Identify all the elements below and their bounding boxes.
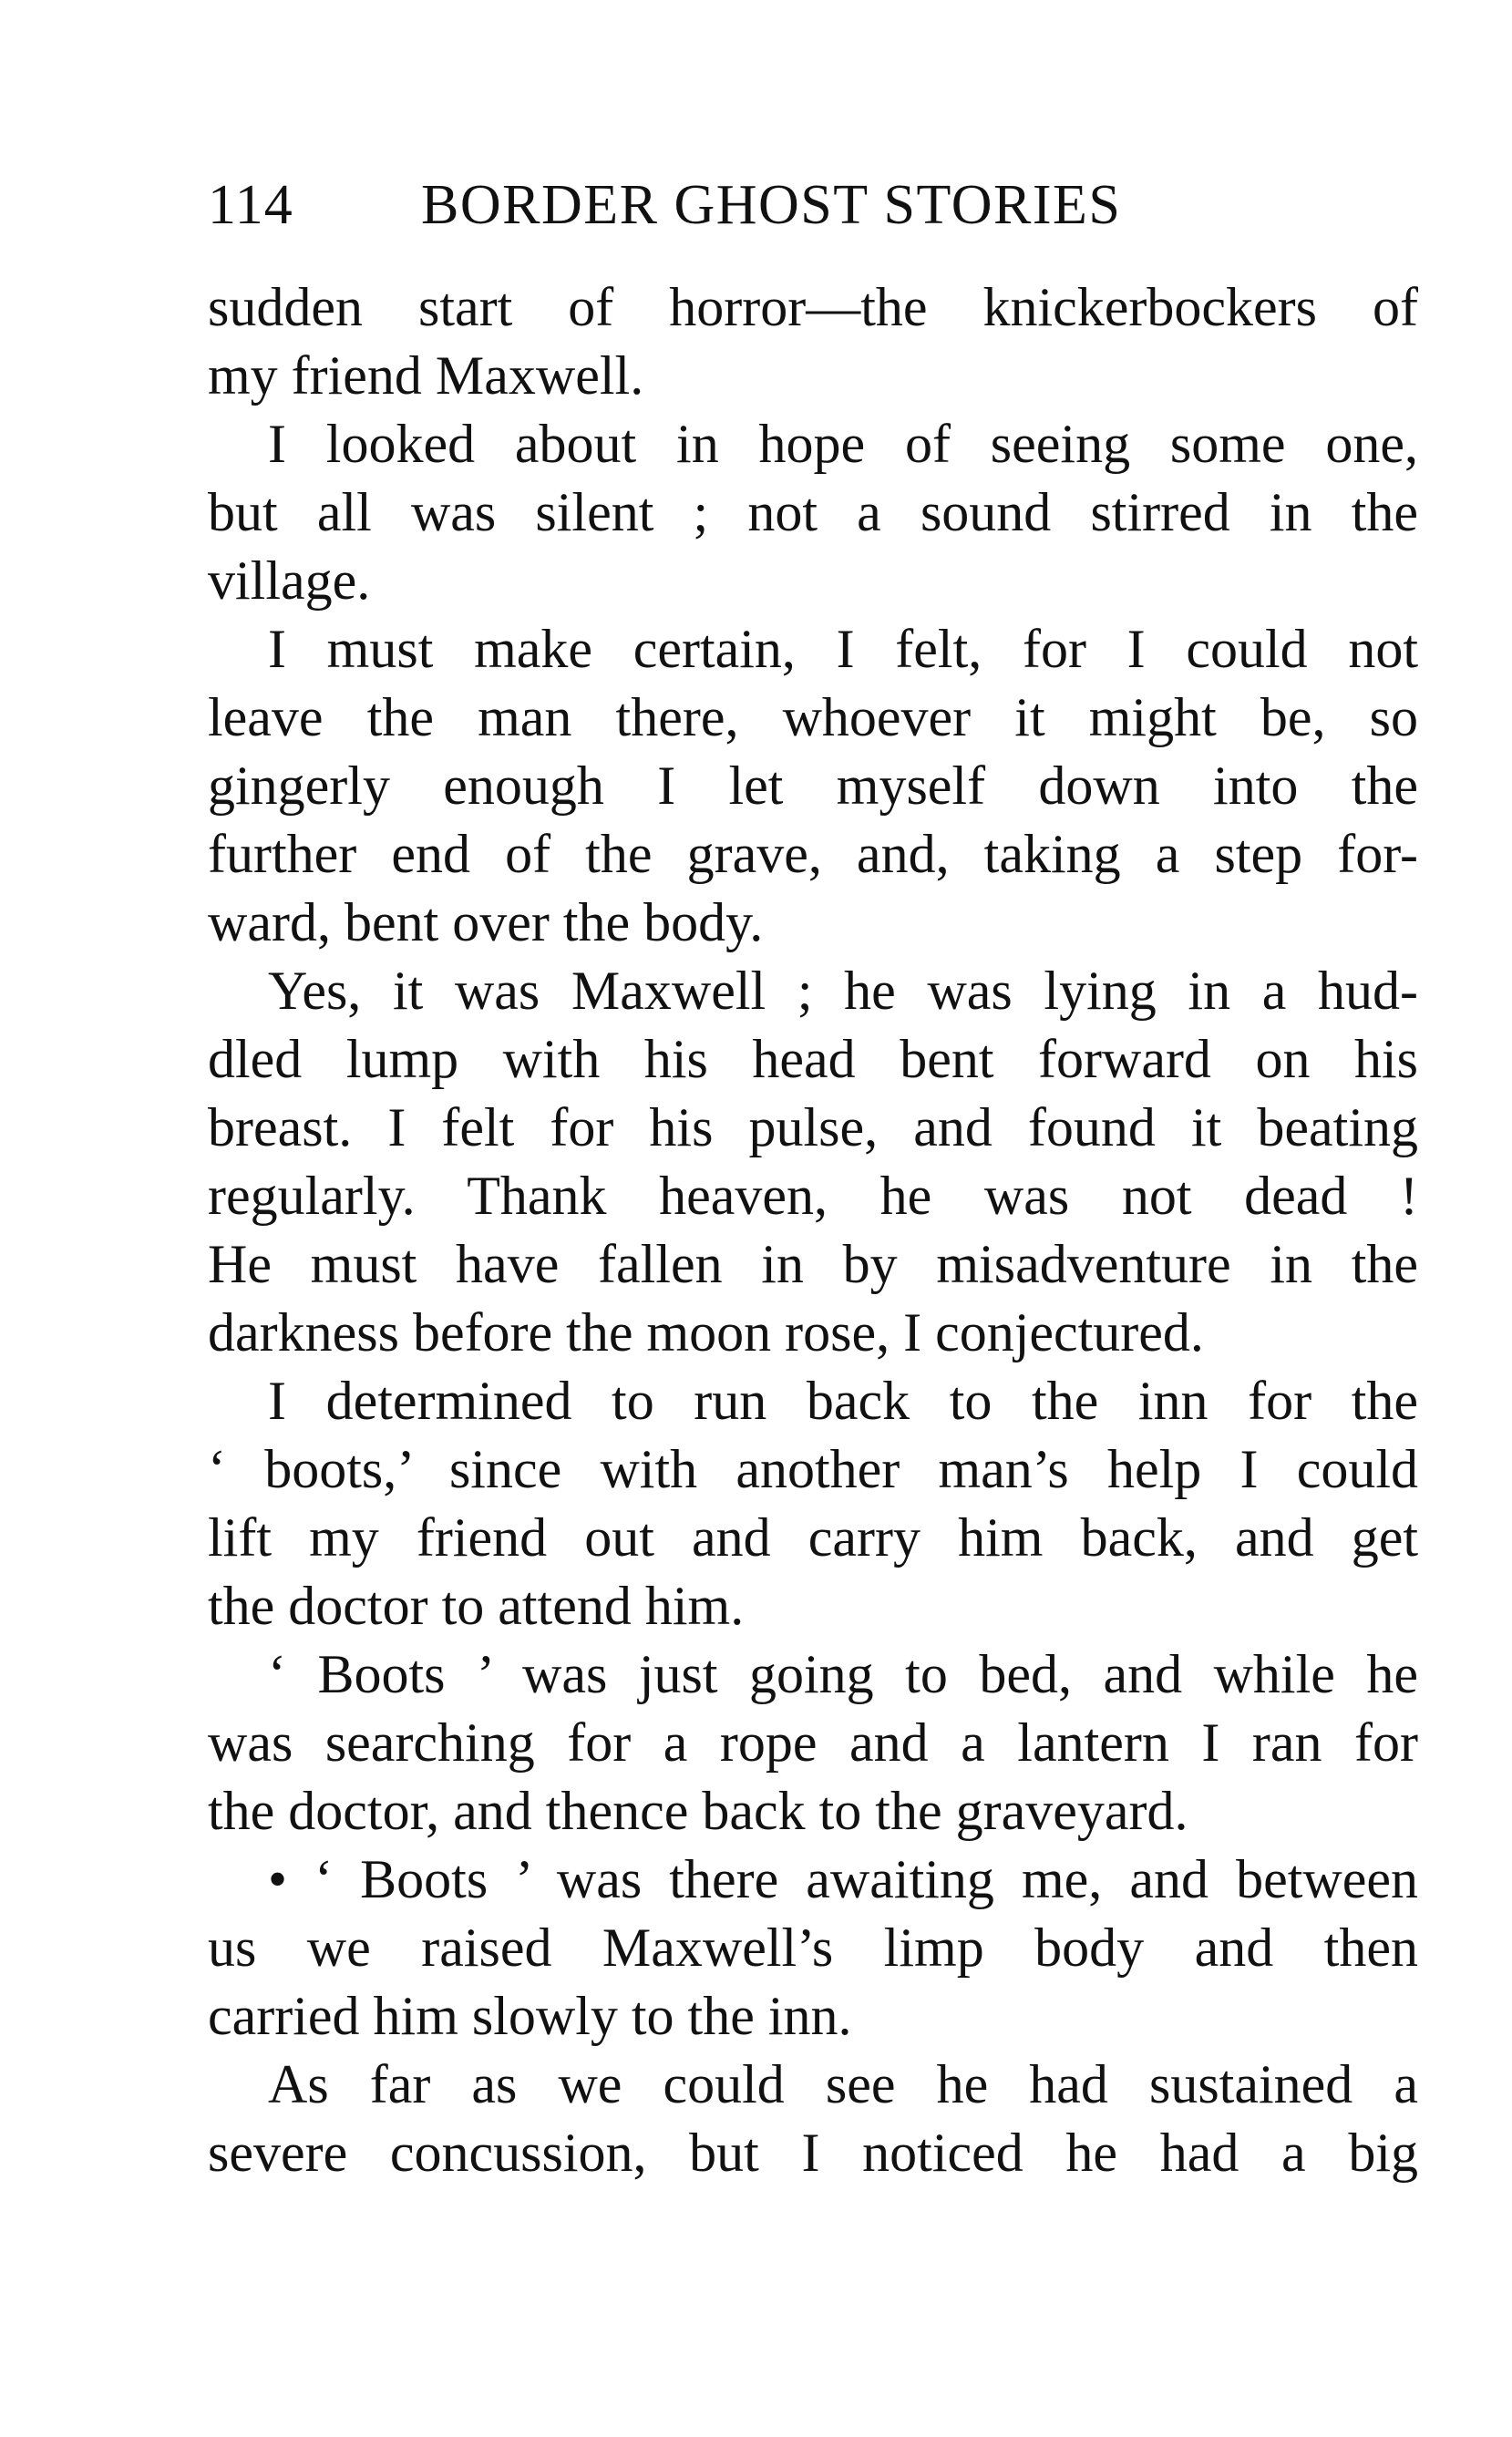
text-line: us we raised Maxwell’s limp body and then [208,1918,1418,1978]
text-line: dled lump with his head bent forward on his [208,1029,1418,1089]
text-line: leave the man there, whoever it might be, so [208,687,1418,747]
running-head [208,164,1418,246]
text-line: my friend Maxwell. [208,345,644,406]
text-line: ‘ boots,’ since with another man’s help I could [208,1439,1418,1499]
text-line: was searching for a rope and a lantern I ran for [208,1712,1418,1773]
text-line: the doctor to attend him. [208,1576,745,1636]
page-number: 114 [208,174,293,236]
text-line: I determined to run back to the inn for the [268,1371,1418,1431]
text-line: I must make certain, I felt, for I could not [268,619,1418,679]
text-line: As far as we could see he had sustained a [268,2054,1418,2114]
book-title: BORDER GHOST STORIES [421,174,1122,236]
text-line: further end of the grave, and, taking a step for- [208,824,1418,884]
text-line: sudden start of horror—the knickerbockers of [208,277,1418,337]
text-line: village. [208,550,371,611]
text-line: the doctor, and thence back to the graveyard. [208,1781,1188,1841]
text-line: darkness before the moon rose, I conjectured. [208,1302,1204,1362]
text-line: I looked about in hope of seeing some one, [268,414,1418,474]
text-line: breast. I felt for his pulse, and found it beating [208,1097,1418,1157]
text-line: lift my friend out and carry him back, and get [208,1507,1418,1568]
text-line: He must have fallen in by misadventure in the [208,1234,1418,1294]
text-line: carried him slowly to the inn. [208,1986,852,2046]
text-line: ‘ Boots ’ was just going to bed, and while he [268,1644,1418,1704]
text-line: • ‘ Boots ’ was there awaiting me, and between [268,1849,1418,1909]
text-line: regularly. Thank heaven, he was not dead ! [208,1166,1418,1226]
text-line: ward, bent over the body. [208,892,764,952]
body-text [208,273,1418,2187]
text-line: Yes, it was Maxwell ; he was lying in a hud- [268,961,1418,1021]
text-line: gingerly enough I let myself down into the [208,756,1418,816]
text-line: severe concussion, but I noticed he had a big [208,2123,1418,2183]
text-line: but all was silent ; not a sound stirred in the [208,482,1418,542]
